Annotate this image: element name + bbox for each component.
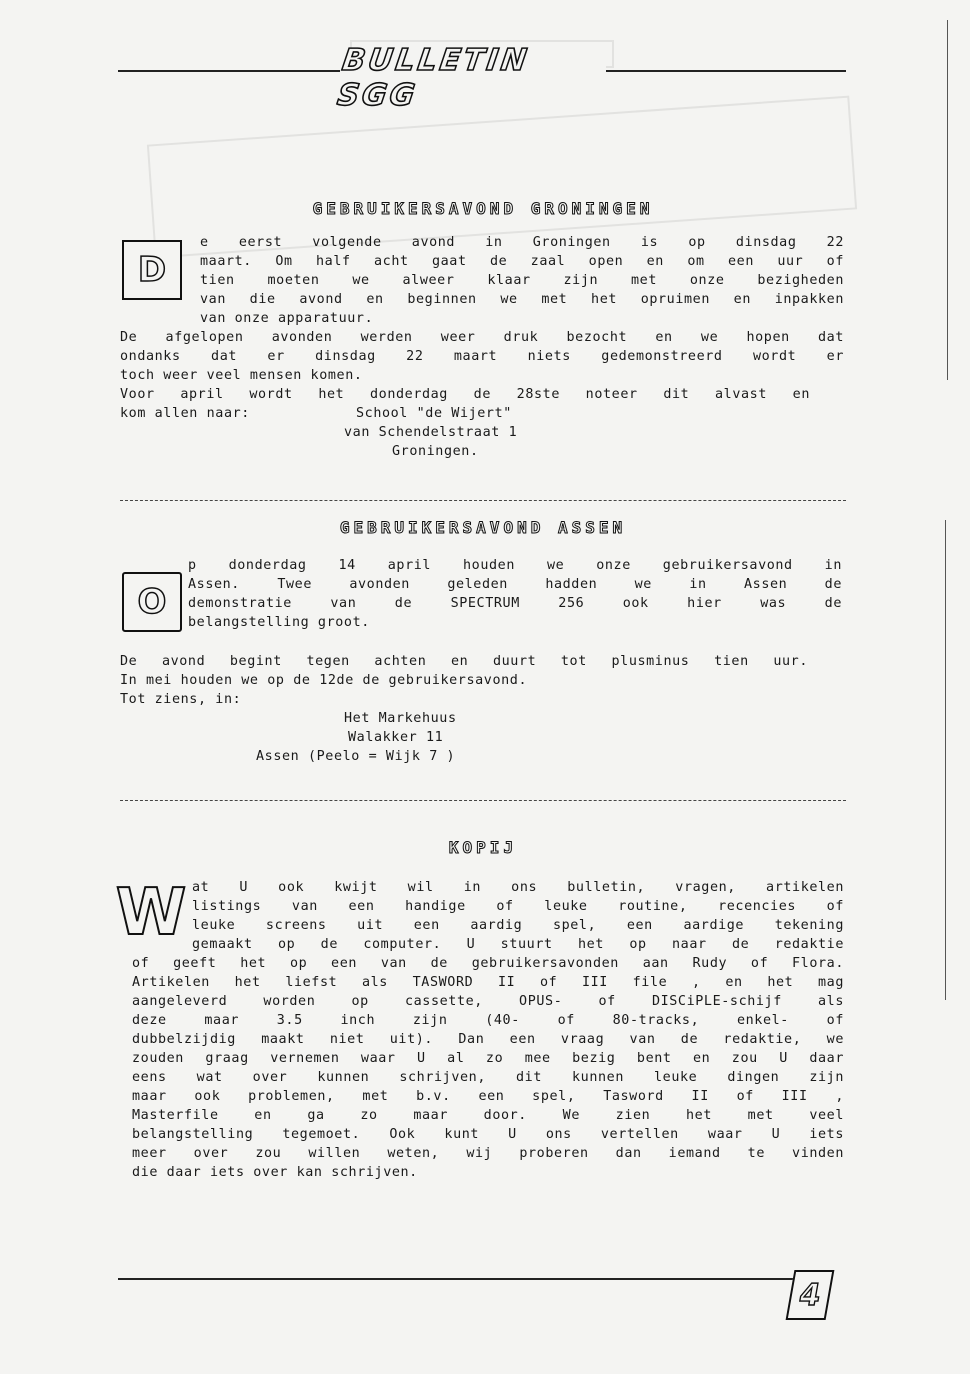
- text-line: of geeft het op een van de gebruikersavonden aan Rudy of Flora.: [132, 956, 844, 971]
- text-line: toch weer veel mensen komen.: [120, 368, 363, 383]
- dropcap-letter: W: [115, 876, 187, 950]
- address-line: Assen (Peelo = Wijk 7 ): [256, 749, 456, 764]
- text-line: De avond begint tegen achten en duurt tot plusminus tien uur.: [120, 654, 808, 669]
- text-line: dubbelzijdig maakt niet uit). Dan een vraag van de redaktie, we: [132, 1032, 844, 1047]
- text-line: e eerst volgende avond in Groningen is op dinsdag 22: [200, 235, 844, 250]
- text-line: Masterfile en ga zo maar door. We zien het met veel: [132, 1108, 844, 1123]
- text-line: meer over zou willen weten, wij proberen dan iemand te vinden: [132, 1146, 844, 1161]
- text-line: demonstratie van de SPECTRUM 256 ook hier was de: [188, 596, 842, 611]
- text-line: die daar iets over kan schrijven.: [132, 1165, 418, 1180]
- text-line: maart. Om half acht gaat de zaal open en om een uur of: [200, 254, 844, 269]
- text-line: at U ook kwijt wil in ons bulletin, vragen, artikelen: [192, 880, 844, 895]
- section-heading-groningen: GEBRUIKERSAVOND GRONINGEN: [312, 199, 654, 218]
- address-line: Walakker 11: [348, 730, 444, 745]
- text-line: De afgelopen avonden werden weer druk bezocht en we hopen dat: [120, 330, 844, 345]
- text-line: listings van een handige of leuke routine, recencies of: [192, 899, 844, 914]
- section-divider: [120, 500, 846, 501]
- section-heading-assen: GEBRUIKERSAVOND ASSEN: [339, 518, 627, 537]
- text-line: zouden graag vernemen waar U al zo mee bezig bent en zou U daar: [132, 1051, 844, 1066]
- text-line: ondanks dat er dinsdag 22 maart niets gedemonstreerd wordt er: [120, 349, 844, 364]
- text-line: Assen. Twee avonden geleden hadden we in Assen de: [188, 577, 842, 592]
- dropcap-letter: O: [122, 572, 182, 632]
- dropcap-letter: D: [122, 240, 182, 300]
- section-heading-kopij: KOPIJ: [448, 838, 518, 857]
- text-line: deze maar 3.5 inch zijn (40- of 80-tracks, enkel- of: [132, 1013, 844, 1028]
- text-line: leuke screens uit een aardig spel, een aardige tekening: [192, 918, 844, 933]
- text-line: Tot ziens, in:: [120, 692, 242, 707]
- page-number-box: [786, 1270, 835, 1320]
- text-line: In mei houden we op de 12de de gebruikersavond.: [120, 673, 528, 688]
- text-line: eens wat over kunnen schrijven, dit kunnen leuke dingen zijn: [132, 1070, 844, 1085]
- text-line: belangstelling tegemoet. Ook kunt U ons vertellen waar U iets: [132, 1127, 844, 1142]
- address-line: van Schendelstraat 1: [344, 425, 518, 440]
- text-line: belangstelling groot.: [188, 615, 370, 630]
- text-line: aangeleverd worden op cassette, OPUS- of DISCiPLE-schijf als: [132, 994, 844, 1009]
- text-line: Voor april wordt het donderdag de 28ste noteer dit alvast en: [120, 387, 810, 402]
- text-line: Artikelen het liefst als TASWORD II of III file , en het mag: [132, 975, 844, 990]
- text-line: maar ook problemen, met b.v. een spel, Tasword II of III ,: [132, 1089, 844, 1104]
- address-line: School "de Wijert": [356, 406, 512, 421]
- margin-line: [947, 20, 948, 380]
- text-line: van die avond en beginnen we met het opruimen en inpakken: [200, 292, 844, 307]
- text-line: gemaakt op de computer. U stuurt het op naar de redaktie: [192, 937, 844, 952]
- masthead-logo: BULLETIN SGG: [340, 56, 606, 100]
- margin-line: [945, 520, 946, 1000]
- address-line: Groningen.: [392, 444, 479, 459]
- page-number: 4: [796, 1277, 824, 1313]
- bottom-rule: [118, 1278, 798, 1280]
- text-line: kom allen naar:: [120, 406, 250, 421]
- text-line: van onze apparatuur.: [200, 311, 374, 326]
- text-line: tien moeten we alweer klaar zijn met onze bezigheden: [200, 273, 844, 288]
- text-line: p donderdag 14 april houden we onze gebruikersavond in: [188, 558, 842, 573]
- section-divider: [120, 800, 846, 801]
- address-line: Het Markehuus: [344, 711, 457, 726]
